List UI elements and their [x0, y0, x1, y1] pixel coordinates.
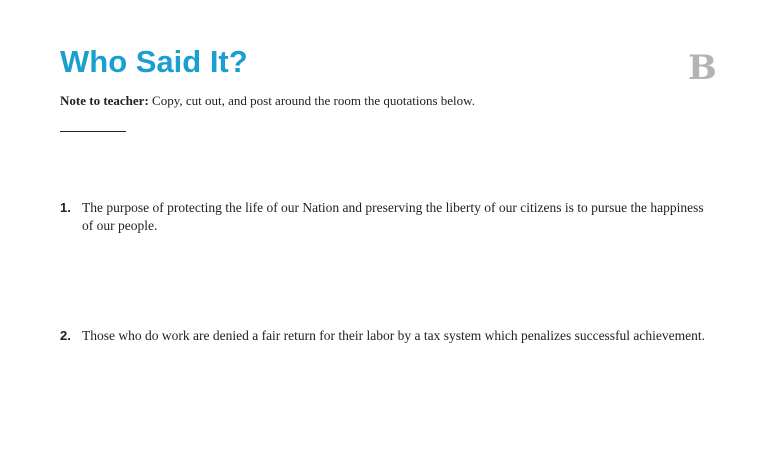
quote-text: The purpose of protecting the life of our Nation and preserving the liberty of our citizens is to pursue the happiness of our people. — [82, 200, 704, 233]
quote-number: 1. — [60, 200, 71, 215]
teacher-note-text: Copy, cut out, and post around the room the quotations below. — [148, 93, 475, 108]
quote-item — [60, 199, 710, 235]
quote-item — [60, 327, 710, 345]
teacher-note-label: Note to teacher: — [60, 93, 149, 108]
quote-number: 2. — [60, 328, 71, 343]
teacher-note — [60, 92, 475, 110]
page-title: Who Said It? — [60, 44, 248, 79]
quote-text: Those who do work are denied a fair return for their labor by a tax system which penalizes successful achievement. — [82, 328, 706, 343]
section-badge: B — [688, 48, 717, 88]
divider-line — [60, 131, 126, 132]
